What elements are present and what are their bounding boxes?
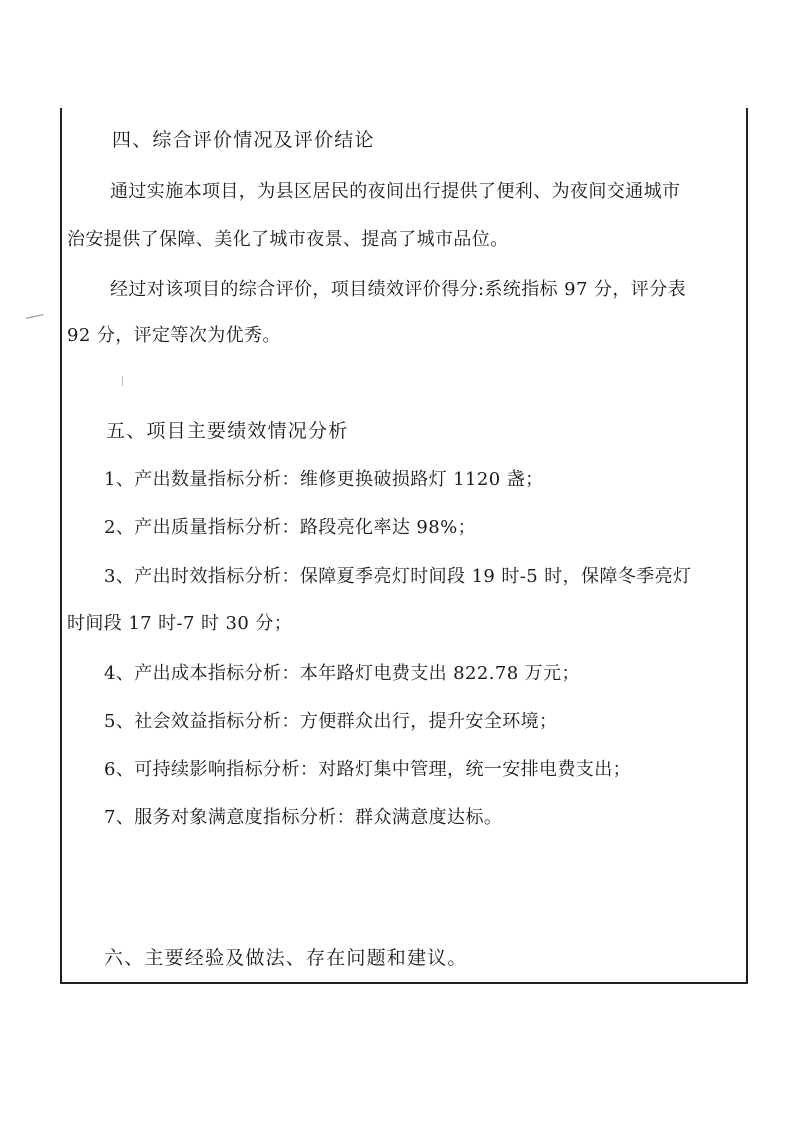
section5-item-3-line2: 时间段 17 时-7 时 30 分； [67,613,293,634]
section4-para2-line2: 92 分，评定等次为优秀。 [67,325,281,346]
section5-heading: 五、项目主要绩效情况分析 [106,420,349,442]
scan-artifact [26,314,44,322]
section4-heading: 四、综合评价情况及评价结论 [112,129,375,151]
section5-item-2: 2、产出质量指标分析：路段亮化率达 98%； [104,517,476,538]
section4-para1-line2: 治安提供了保障、美化了城市夜景、提高了城市品位。 [67,229,509,250]
section4-para2-line1: 经过对该项目的综合评价，项目绩效评价得分:系统指标 97 分，评分表 [110,279,687,300]
section5-item-7: 7、服务对象满意度指标分析：群众满意度达标。 [104,807,503,828]
section5-item-3-line1: 3、产出时效指标分析：保障夏季亮灯时间段 19 时-5 时，保障冬季亮灯 [104,566,692,587]
section4-para1-line1: 通过实施本项目，为县区居民的夜间出行提供了便利、为夜间交通城市 [110,181,681,202]
section5-item-6: 6、可持续影响指标分析：对路灯集中管理，统一安排电费支出； [104,759,632,780]
scan-artifact-dot [122,376,123,386]
section6-heading: 六、主要经验及做法、存在问题和建议。 [104,947,468,969]
section5-item-4: 4、产出成本指标分析：本年路灯电费支出 822.78 万元； [104,663,580,684]
section5-item-1: 1、产出数量指标分析：维修更换破损路灯 1120 盏； [104,469,544,490]
section5-item-5: 5、社会效益指标分析：方便群众出行，提升安全环境； [104,711,558,732]
